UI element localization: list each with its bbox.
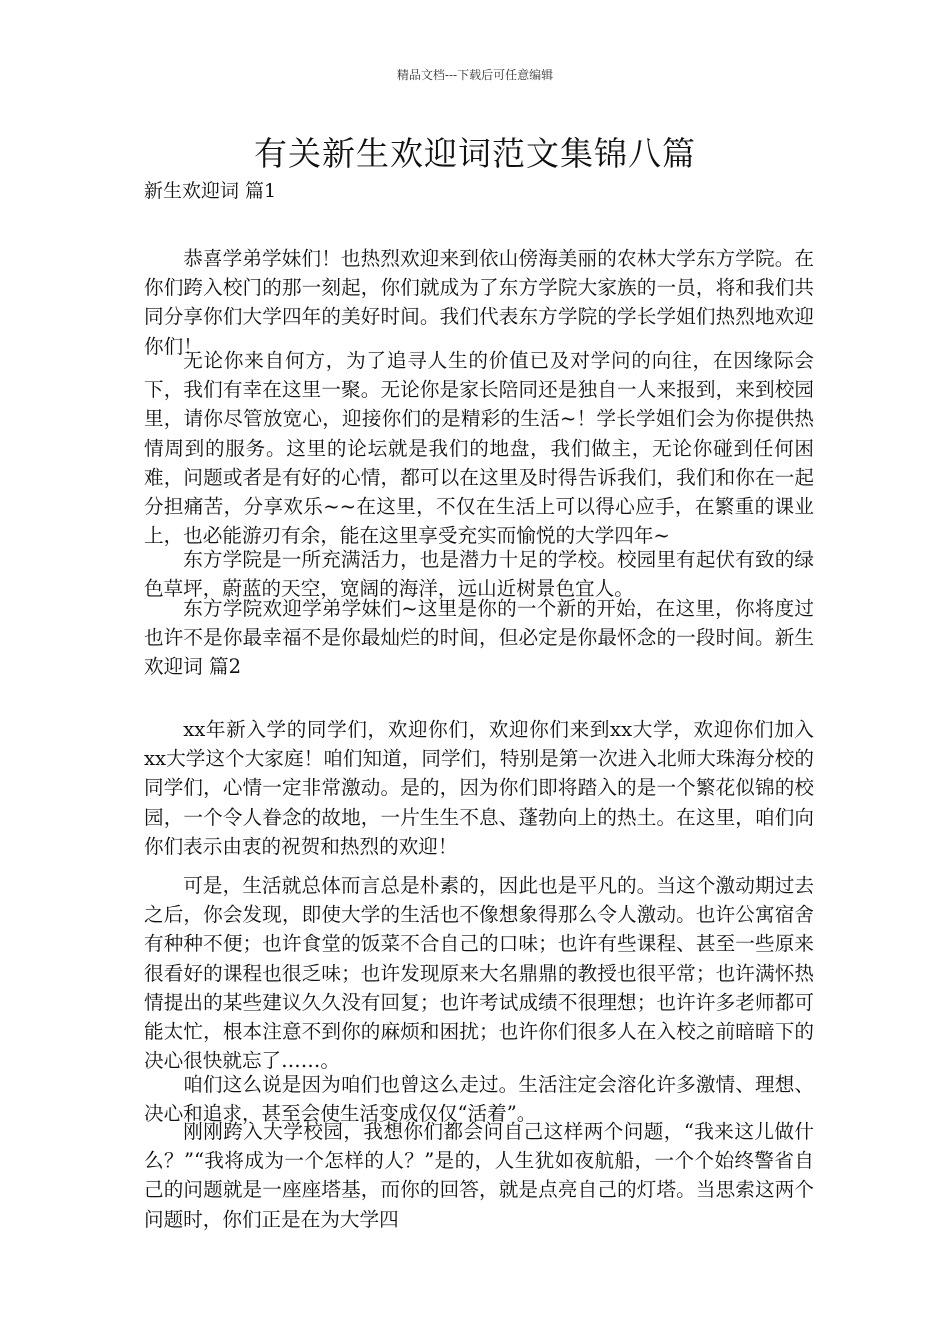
- document-title: 有关新生欢迎词范文集锦八篇: [254, 134, 696, 173]
- section-2-paragraph-3: 咱们这么说是因为咱们也曾这么走过。生活注定会溶化许多激情、理想、决心和追求，甚至会使生活变成仅仅“活着”。: [144, 1073, 814, 1126]
- section-1-heading: 新生欢迎词 篇1: [144, 180, 277, 202]
- section-2-paragraph-2: 可是，生活就总体而言总是朴素的，因此也是平凡的。当这个激动期过去之后，你会发现，即使大学的生活也不像想象得那么令人激动。也许公寓宿舍有种种不便；也许食堂的饭菜不合自己的口味；也许有些课程、甚至一些原来很看好的课程也很乏味；也许发现原来大名鼎鼎的教授也很平常；也许满怀热情提出的某些建议久久没有回复；也许考试成绩不很理想；也许许多老师都可能太忙，根本注意不到你的麻烦和困扰；也许你们很多人在入校之前暗暗下的决心很快就忘了……。: [144, 874, 814, 1073]
- section-1-paragraph-2: 无论你来自何方，为了追寻人生的价值已及对学问的向往，在因缘际会下，我们有幸在这里一聚。无论你是家长陪同还是独自一人来报到，来到校园里，请你尽管放宽心，迎接你们的是精彩的生活~！学长学姐们会为你提供热情周到的服务。这里的论坛就是我们的地盘，我们做主，无论你碰到任何困难，问题或者是有好的心情，都可以在这里及时得告诉我们，我们和你在一起分担痛苦，分享欢乐~~在这里，不仅在生活上可以得心应手，在繁重的课业上，也必能游刃有余，能在这里享受充实而愉悦的大学四年~: [144, 349, 814, 548]
- section-1-paragraph-3: 东方学院是一所充满活力，也是潜力十足的学校。校园里有起伏有致的绿色草坪，蔚蓝的天空，宽阔的海洋，远山近树景色宜人。: [144, 548, 814, 601]
- section-2-paragraph-4: 刚刚跨入大学校园，我想你们都会问自己这样两个问题，“我来这儿做什么？”“我将成为一个怎样的人？”是的，人生犹如夜航船，一个个始终警省自己的问题就是一座座塔基，而你的回答，就是点亮自己的灯塔。当思索这两个问题时，你们正是在为大学四: [144, 1120, 814, 1231]
- section-1-paragraph-4-text: 东方学院欢迎学弟学妹们~这里是你的一个新的开始，在这里，你将度过也许不是你最幸福不是你最灿烂的时间，但必定是你最怀念的一段时间。: [144, 597, 814, 650]
- section-1-paragraph-4: [144, 594, 814, 682]
- section-2-paragraph-1: xx年新入学的同学们，欢迎你们，欢迎你们来到xx大学，欢迎你们加入xx大学这个大家庭！咱们知道，同学们，特别是第一次进入北师大珠海分校的同学们，心情一定非常激动。是的，因为你们即将踏入的是一个繁花似锦的校园，一个令人眷念的故地，一片生生不息、蓬勃向上的热土。在这里，咱们向你们表示由衷的祝贺和热烈的欢迎！: [144, 718, 814, 858]
- section-1-paragraph-1: 恭喜学弟学妹们！也热烈欢迎来到依山傍海美丽的农林大学东方学院。在你们跨入校门的那一刻起，你们就成为了东方学院大家族的一员，将和我们共同分享你们大学四年的美好时间。我们代表东方学院的学长学姐们热烈地欢迎你们！: [144, 247, 814, 358]
- section-2-heading: 新生欢迎词 篇2: [144, 626, 815, 679]
- page-header: 精品文档---下载后可任意编辑: [396, 68, 554, 82]
